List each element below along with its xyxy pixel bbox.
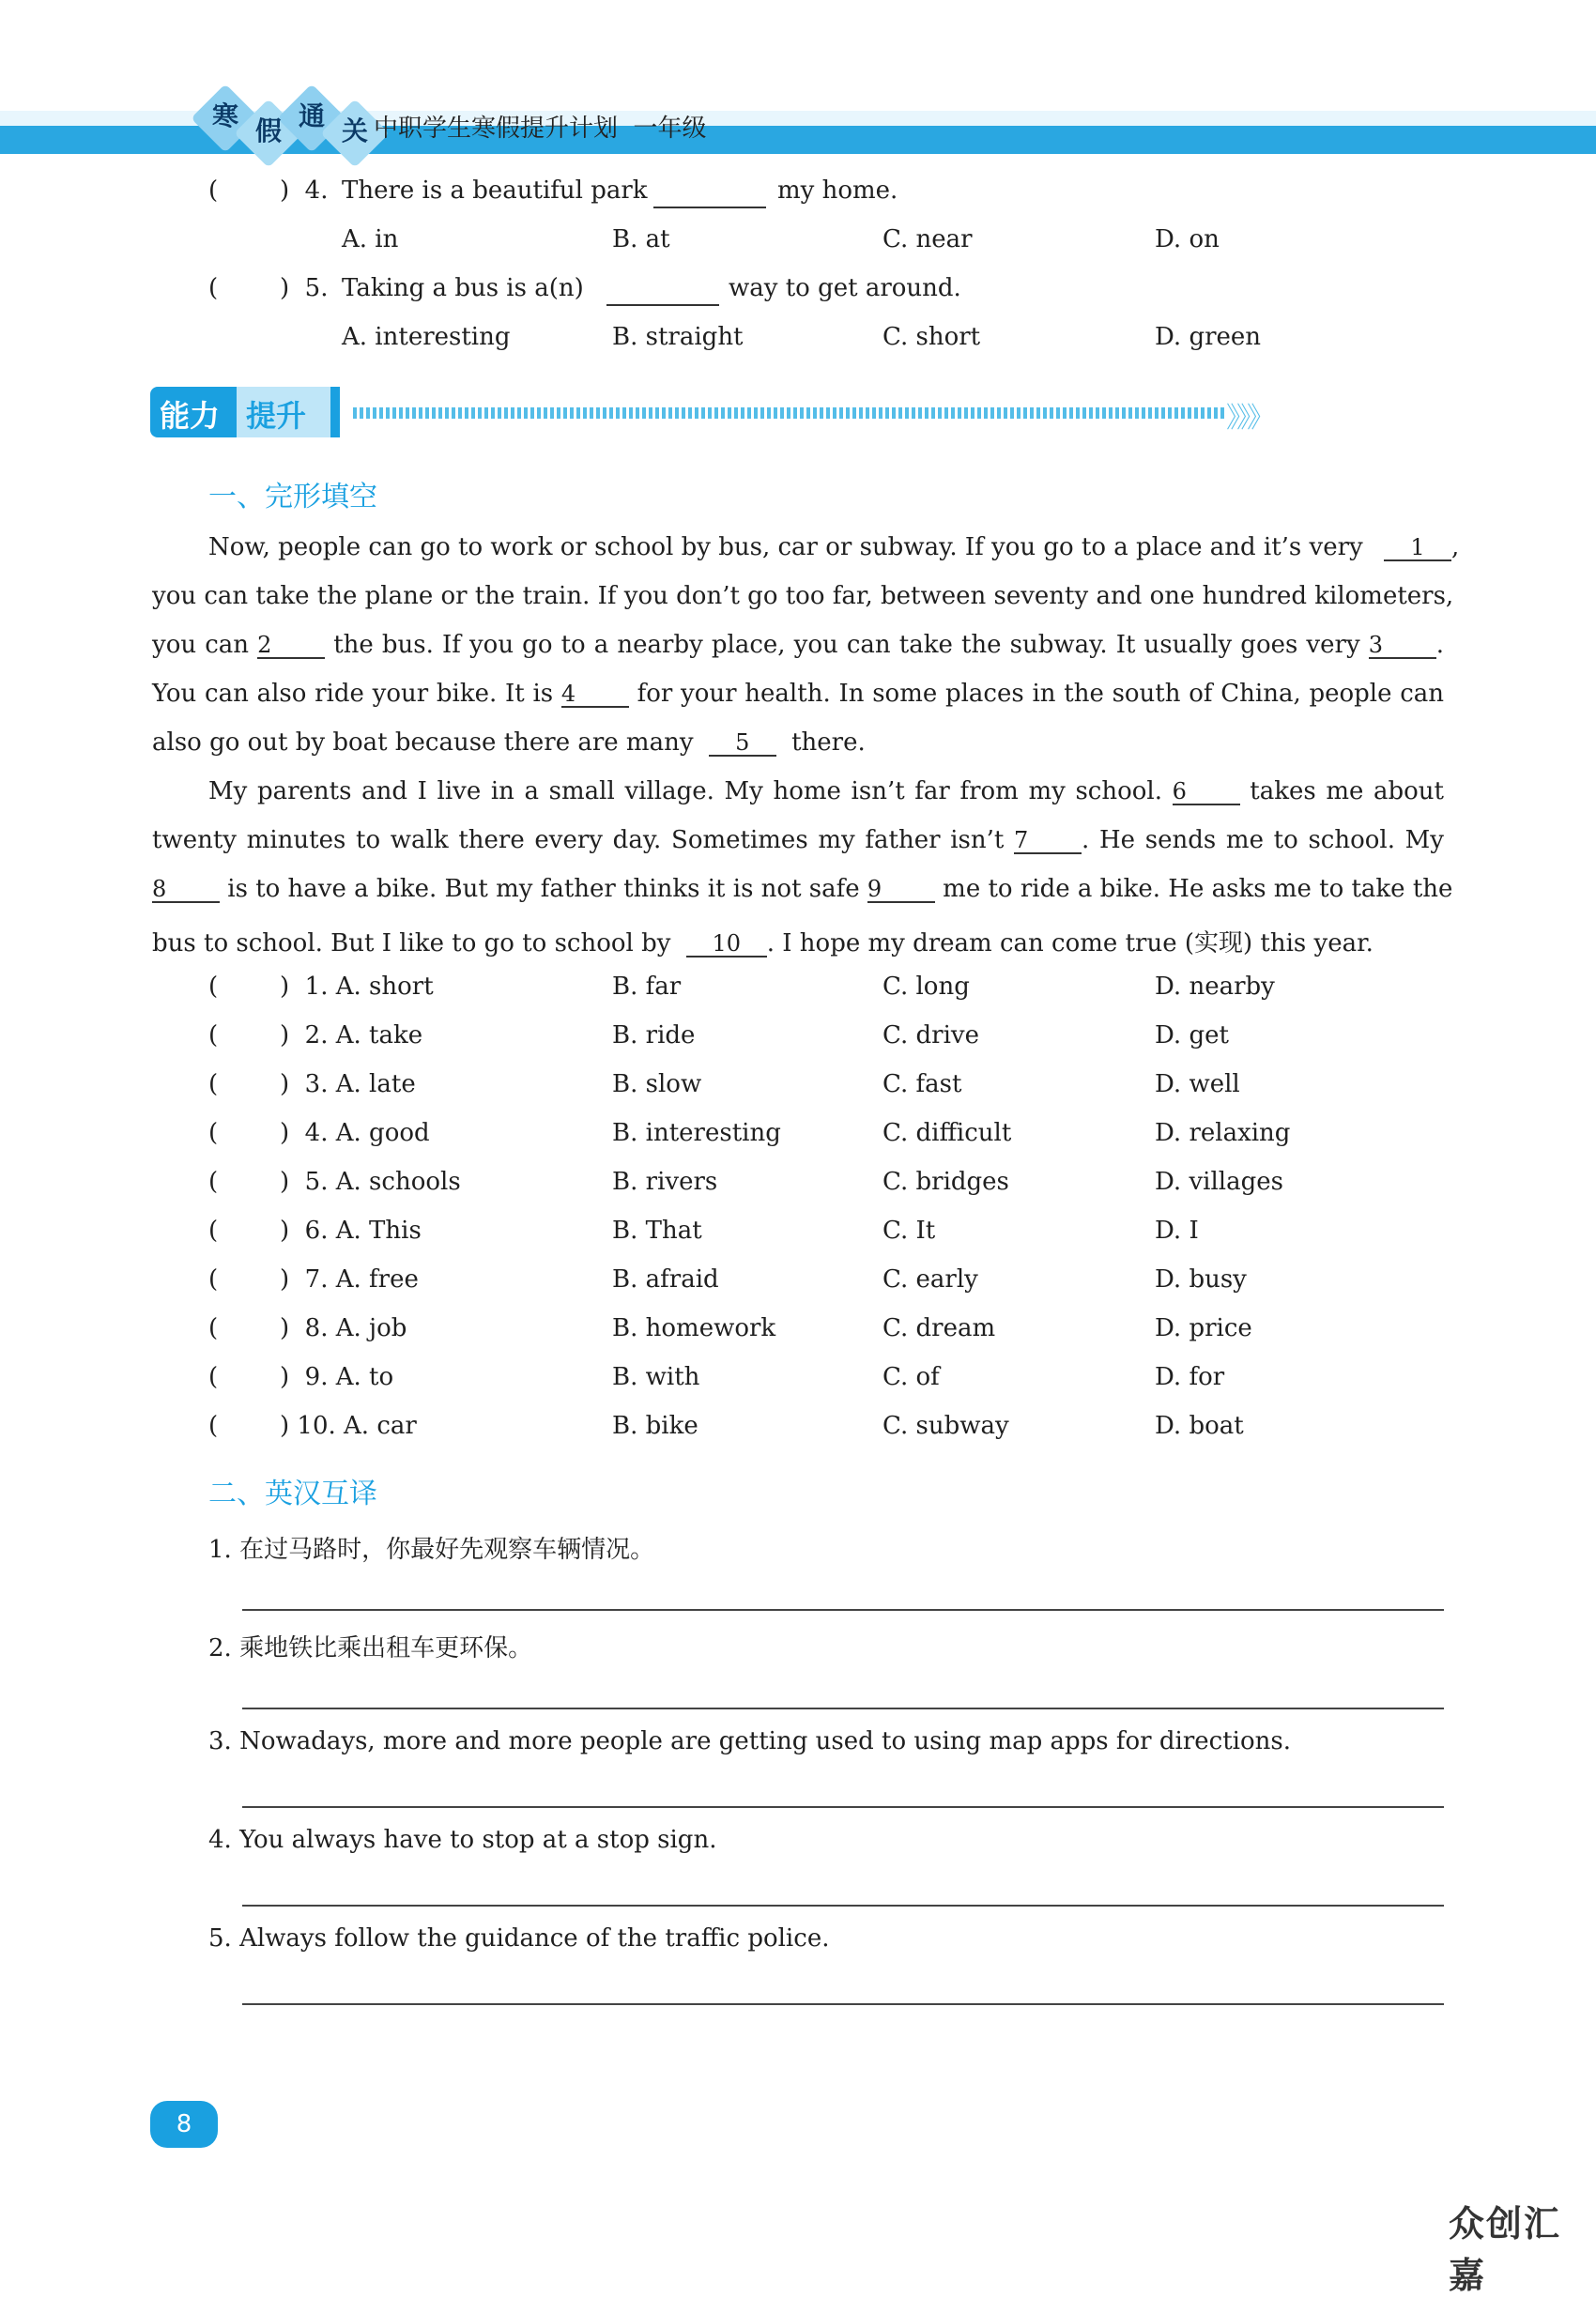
cloze-option-row: [0, 1314, 1596, 1352]
answer-paren-open[interactable]: (: [208, 1119, 219, 1147]
question-number-option-a: ) 1. A. short: [280, 973, 434, 1001]
cloze-blank-9[interactable]: 9: [867, 877, 935, 903]
passage-text: me to ride a bike. He asks me to take the: [943, 875, 1453, 903]
passage-text: ,: [1450, 533, 1460, 561]
option-c: C. It: [882, 1217, 936, 1245]
watermark: 众创汇嘉: [1449, 2203, 1562, 2296]
question-number-option-a: ) 7. A. free: [280, 1265, 419, 1294]
option-a: A. in: [342, 225, 399, 253]
section-banner-strip: [330, 387, 340, 437]
option-d: D. I: [1155, 1217, 1199, 1245]
question-row: [0, 176, 1596, 214]
option-b: B. straight: [612, 323, 744, 351]
header-title: 中职学生寒假提升计划 一年级: [374, 115, 707, 143]
passage-line: [152, 826, 1444, 854]
passage-text: .: [1435, 631, 1445, 659]
passage-text: . He sends me to school. My: [1082, 826, 1444, 854]
cloze-blank-4[interactable]: 4: [561, 682, 629, 708]
question-stem-end: my home.: [777, 176, 898, 205]
cloze-option-row: [0, 1412, 1596, 1449]
option-b: B. afraid: [612, 1265, 719, 1294]
badge-char-2: 假: [254, 115, 282, 146]
passage-text: You can also ride your bike. It is: [152, 680, 554, 708]
answer-paren-open: (: [208, 274, 219, 302]
option-c: C. short: [882, 323, 981, 351]
cloze-blank-10[interactable]: 10: [686, 931, 767, 958]
question-stem-start: Taking a bus is a(n): [342, 274, 584, 302]
option-c: C. subway: [882, 1412, 1009, 1440]
question-number-option-a: ) 5. A. schools: [280, 1168, 461, 1196]
question-number-option-a: ) 4. A. good: [280, 1119, 430, 1147]
option-d: D. get: [1155, 1021, 1229, 1049]
passage-line: [152, 680, 1444, 708]
option-b: B. ride: [612, 1021, 696, 1049]
passage-line: [208, 777, 1444, 805]
option-c: C. early: [882, 1265, 978, 1294]
answer-paren-open[interactable]: (: [208, 973, 219, 1001]
answer-paren-open[interactable]: (: [208, 1070, 219, 1098]
answer-paren-open[interactable]: (: [208, 1217, 219, 1245]
option-b: B. at: [612, 225, 670, 253]
answer-line-3[interactable]: [242, 1806, 1444, 1808]
passage-line: [208, 533, 1460, 561]
answer-paren-open[interactable]: (: [208, 1021, 219, 1049]
question-number: ) 5.: [280, 274, 329, 302]
page-number: 8: [150, 2101, 218, 2148]
option-d: D. boat: [1155, 1412, 1244, 1440]
answer-blank[interactable]: [653, 176, 766, 208]
answer-line-1[interactable]: [242, 1609, 1444, 1611]
option-row: [0, 323, 1596, 360]
translation-item-5: 5. Always follow the guidance of the traffic police.: [208, 1924, 830, 1953]
option-d: D. busy: [1155, 1265, 1247, 1294]
passage-text: My parents and I live in a small village. My home isn’t far from my school.: [208, 777, 1162, 805]
passage-line: [152, 631, 1444, 659]
badge-char-4: 关: [341, 115, 368, 146]
cloze-option-row: [0, 973, 1596, 1010]
option-b: B. homework: [612, 1314, 776, 1342]
option-d: D. relaxing: [1155, 1119, 1291, 1147]
passage-line: you can take the plane or the train. If you don’t go too far, between seventy and one hundred kilometers,: [152, 582, 1454, 610]
answer-line-4[interactable]: [242, 1905, 1444, 1907]
question-row: [0, 274, 1596, 312]
option-b: B. That: [612, 1217, 702, 1245]
option-c: C. bridges: [882, 1168, 1009, 1196]
option-d: D. for: [1155, 1363, 1225, 1391]
option-c: C. difficult: [882, 1119, 1012, 1147]
cloze-blank-2[interactable]: 2: [257, 633, 325, 659]
passage-text: is to have a bike. But my father thinks it is not safe: [227, 875, 860, 903]
answer-line-2[interactable]: [242, 1708, 1444, 1709]
badge-char-3: 通: [298, 100, 325, 131]
option-b: B. slow: [612, 1070, 702, 1098]
cloze-blank-5[interactable]: 5: [709, 730, 776, 757]
translation-item-3: 3. Nowadays, more and more people are getting used to using map apps for directions.: [208, 1727, 1291, 1755]
question-number-option-a: ) 8. A. job: [280, 1314, 407, 1342]
passage-text: Now, people can go to work or school by bus, car or subway. If you go to a place and it’s very: [208, 533, 1363, 561]
option-c: C. long: [882, 973, 970, 1001]
option-d: D. well: [1155, 1070, 1240, 1098]
passage-text: . I hope my dream can come true (实现) this year.: [766, 929, 1373, 958]
cloze-option-row: [0, 1119, 1596, 1157]
translation-section-title: 二、英汉互译: [208, 1478, 377, 1510]
passage-text: the bus. If you go to a nearby place, you can take the subway. It usually goes very: [333, 631, 1360, 659]
option-b: B. far: [612, 973, 682, 1001]
passage-text: you can: [152, 631, 249, 659]
cloze-option-row: [0, 1021, 1596, 1059]
passage-text: twenty minutes to walk there every day. Sometimes my father isn’t: [152, 826, 1005, 854]
option-row: [0, 225, 1596, 263]
answer-blank[interactable]: [606, 274, 719, 306]
cloze-option-row: [0, 1217, 1596, 1254]
passage-text: bus to school. But I like to go to school by: [152, 929, 671, 958]
option-c: C. drive: [882, 1021, 979, 1049]
question-number-option-a: ) 6. A. This: [280, 1217, 422, 1245]
translation-item-4: 4. You always have to stop at a stop sign.: [208, 1826, 717, 1854]
cloze-option-row: [0, 1265, 1596, 1303]
question-stem-end: way to get around.: [729, 274, 961, 302]
answer-paren-open[interactable]: (: [208, 1363, 219, 1391]
answer-paren-open[interactable]: (: [208, 1265, 219, 1294]
cloze-option-row: [0, 1168, 1596, 1205]
translation-item-1: 1. 在过马路时，你最好先观察车辆情况。: [208, 1536, 655, 1564]
cloze-blank-7[interactable]: 7: [1014, 828, 1082, 854]
option-c: C. fast: [882, 1070, 962, 1098]
badge-char-1: 寒: [211, 100, 238, 131]
passage-line: [152, 728, 1444, 757]
option-d: D. price: [1155, 1314, 1252, 1342]
passage-line: [152, 875, 1453, 903]
option-d: D. nearby: [1155, 973, 1275, 1001]
option-d: D. green: [1155, 323, 1262, 351]
chevron-right-icon: 》》》: [1226, 402, 1271, 435]
passage-text: there.: [791, 728, 866, 757]
section-banner-title-1: 能力: [160, 398, 221, 434]
option-c: C. dream: [882, 1314, 996, 1342]
question-number-option-a: ) 10. A. car: [280, 1412, 417, 1440]
option-c: C. of: [882, 1363, 940, 1391]
passage-text: for your health. In some places in the south of China, people can: [637, 680, 1445, 708]
answer-paren-open: (: [208, 176, 219, 205]
cloze-option-row: [0, 1070, 1596, 1108]
answer-paren-open[interactable]: (: [208, 1314, 219, 1342]
question-number: ) 4.: [280, 176, 329, 205]
answer-paren-open[interactable]: (: [208, 1168, 219, 1196]
option-b: B. rivers: [612, 1168, 718, 1196]
section-banner-title-2: 提升: [246, 398, 307, 434]
question-number-option-a: ) 9. A. to: [280, 1363, 394, 1391]
cloze-blank-1[interactable]: 1: [1384, 535, 1451, 561]
section-banner-dots: [353, 407, 1224, 419]
passage-text: takes me about: [1250, 777, 1445, 805]
answer-line-5[interactable]: [242, 2003, 1444, 2005]
cloze-section-title: 一、完形填空: [208, 481, 377, 513]
option-d: D. on: [1155, 225, 1220, 253]
answer-paren-open[interactable]: (: [208, 1412, 219, 1440]
option-b: B. bike: [612, 1412, 698, 1440]
cloze-blank-3[interactable]: 3: [1369, 633, 1436, 659]
cloze-blank-8[interactable]: 8: [152, 877, 220, 903]
translation-item-2: 2. 乘地铁比乘出租车更环保。: [208, 1634, 533, 1662]
option-d: D. villages: [1155, 1168, 1283, 1196]
question-stem-start: There is a beautiful park: [342, 176, 648, 205]
passage-line: [152, 924, 1444, 958]
question-number-option-a: ) 3. A. late: [280, 1070, 416, 1098]
passage-text: also go out by boat because there are many: [152, 728, 694, 757]
option-b: B. interesting: [612, 1119, 781, 1147]
cloze-blank-6[interactable]: 6: [1173, 779, 1240, 805]
option-b: B. with: [612, 1363, 700, 1391]
cloze-option-row: [0, 1363, 1596, 1401]
option-c: C. near: [882, 225, 973, 253]
option-a: A. interesting: [342, 323, 511, 351]
question-number-option-a: ) 2. A. take: [280, 1021, 423, 1049]
